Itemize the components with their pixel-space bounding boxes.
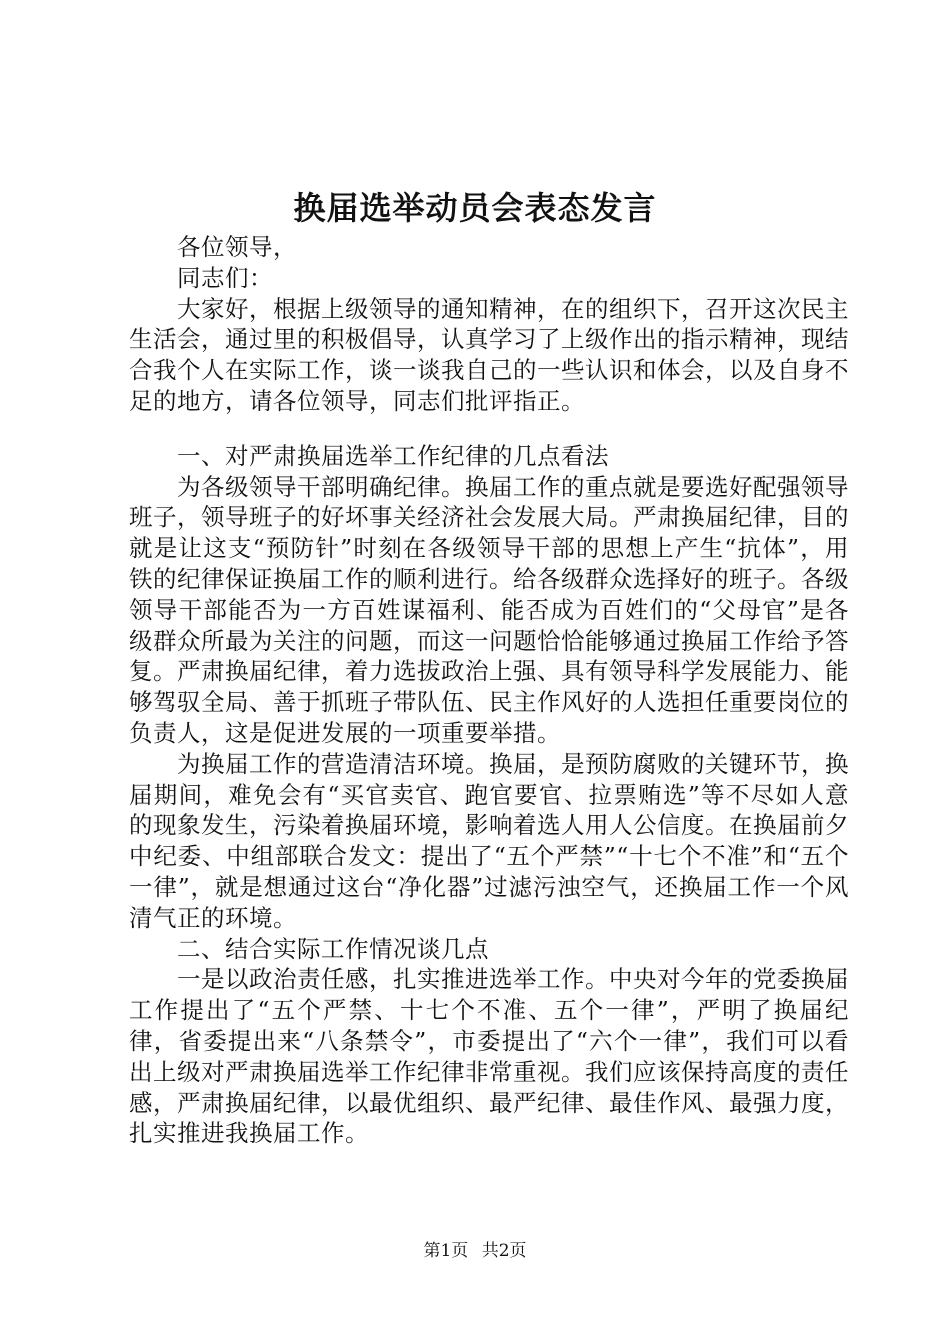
- document-title: 换届选举动员会表态发言: [293, 189, 657, 227]
- salutation-leaders: 各位领导，: [177, 233, 297, 261]
- body-paragraph: 一是以政治责任感，扎实推进选举工作。中央对今年的党委换届工作提出了“五个严禁、十七个不准、五个一律”，严明了换届纪律，省委提出来“八条禁令”，市委提出了“六个一律”，我们可以看出上级对严肃换届选举工作纪律非常重视。我们应该保持高度的责任感，严肃换届纪律，以最优组织、最严纪律、最佳作风、最强力度，扎实推进我换届工作。: [129, 965, 849, 1148]
- document-body: [129, 232, 849, 1149]
- page-number-current: 第1页: [423, 1241, 469, 1261]
- salutation-comrades: 同志们：: [177, 263, 273, 292]
- intro-paragraph: 大家好，根据上级领导的通知精神，在的组织下，召开这次民主生活会，通过里的积极倡导，认真学习了上级作出的指示精神，现结合我个人在实际工作，谈一谈我自己的一些认识和体会，以及自身不足的地方，请各位领导，同志们批评指正。: [129, 294, 849, 415]
- body-paragraph: 为各级领导干部明确纪律。换届工作的重点就是要选好配强领导班子，领导班子的好坏事关经济社会发展大局。严肃换届纪律，目的就是让这支“预防针”时刻在各级领导干部的思想上产生“抗体”，用铁的纪律保证换届工作的顺利进行。给各级群众选择好的班子。各级领导干部能否为一方百姓谋福利、能否成为百姓们的“父母官”是各级群众所最为关注的问题，而这一问题恰恰能够通过换届工作给予答复。严肃换届纪律，着力选拔政治上强、具有领导科学发展能力、能够驾驭全局、善于抓班子带队伍、民主作风好的人选担任重要岗位的负责人，这是促进发展的一项重要举措。: [129, 472, 849, 747]
- section-heading-1: 一、对严肃换届选举工作纪律的几点看法: [177, 441, 609, 470]
- section-heading-2: 二、结合实际工作情况谈几点: [177, 934, 489, 963]
- page-number-total: 共2页: [481, 1241, 527, 1261]
- page-footer: [0, 1240, 950, 1262]
- body-paragraph: 为换届工作的营造清洁环境。换届，是预防腐败的关键环节，换届期间，难免会有“买官卖官、跑官要官、拉票贿选”等不尽如人意的现象发生，污染着换届环境，影响着选人用人公信度。在换届前夕中纪委、中组部联合发文：提出了“五个严禁”“十七个不准”和“五个一律”，就是想通过这台“净化器”过滤污浊空气，还换届工作一个风清气正的环境。: [129, 749, 849, 932]
